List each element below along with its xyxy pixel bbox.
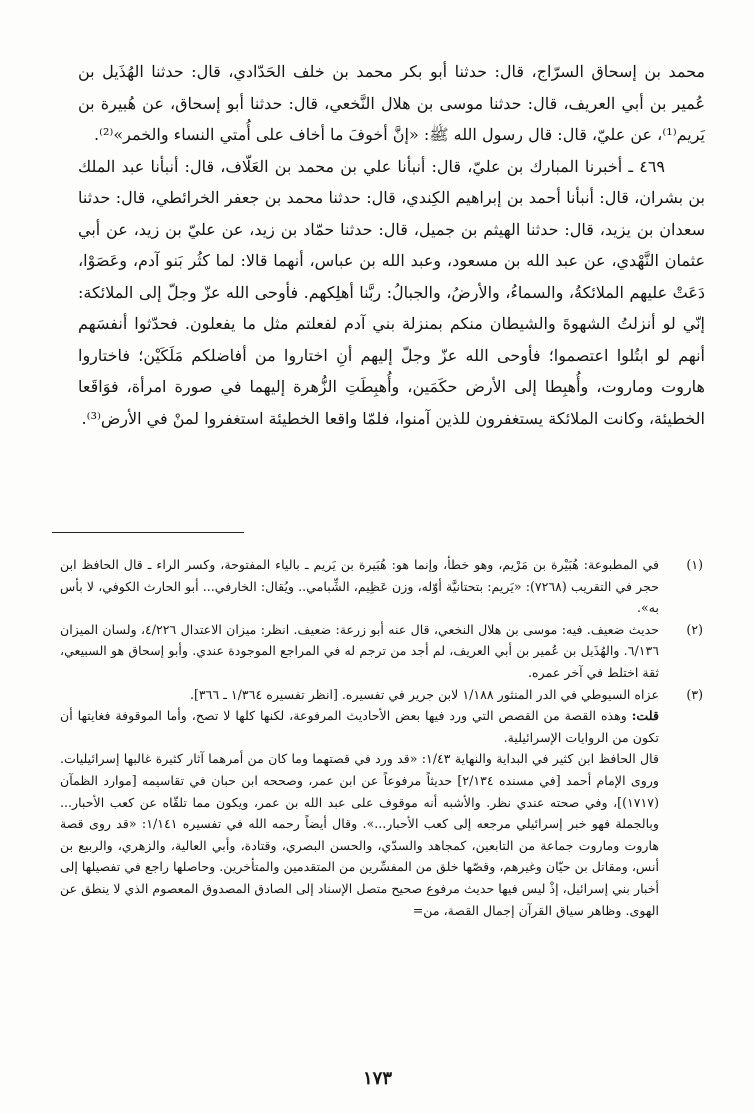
footnote-line: عزاه السيوطي في الدر المنثور ١/١٨٨ لابن جرير في تفسيره. [انظر تفسيره ١/٣٦٤ ـ ٣٦٦]. — [190, 686, 659, 702]
footnote-text — [60, 554, 659, 619]
footnote-lead-word: قلت: — [631, 708, 659, 724]
paragraph-isnad-continuation: محمد بن إسحاق السرّاج، قال: حدثنا أبو بكر محمد بن خلف الحَدّادي، قال: حدثنا الهُذَيل بن عُمير بن أبي العريف، قال: حدثنا موسى بن هلال النَّخعي، قال: حدثنا أبو إسحاق، عن هُبيرة بن يَريم⁽¹⁾، عن عليّ، قال: قال رسول الله ﷺ: «إنَّ أخوفَ ما أخاف على أُمتي النساء والخمر»⁽²⁾. — [78, 62, 705, 144]
footnote-text — [60, 619, 659, 684]
footnote-divider — [52, 532, 244, 533]
footnote-number: (٢) — [686, 621, 703, 637]
main-text — [78, 56, 705, 434]
footnote-line-text: وهذه القصة من القصص التي ورد فيها بعض الأحاديث المرفوعة، لكنها كلها لا تصح، وأما الموقوفة فغايتها أن تكون من الروايات الإسرائيلية. — [60, 708, 659, 745]
page-number: ١٧٣ — [362, 1068, 392, 1089]
footnote-1 — [60, 554, 705, 619]
footnote-line: في المطبوعة: هُبَيْرة بن مَرْيم، وهو خطأ، وإنما هو: هُبَيرة بن يَريم ـ بالياء المفتوحة، وكسر الراء ـ قال الحافظ ابن حجر في التقريب (٧٢٦٨): «يَريم: بتحتانيَّة أوّله، وزن عَظِيم، الشِّبامي.. ويُقال: الخارفي... أبو الحارث الكوفي، لا بأس به». — [60, 557, 659, 616]
footnote-line — [60, 705, 659, 748]
footnote-number: (٣) — [686, 686, 703, 702]
footnotes — [60, 554, 705, 921]
footnote-line: حديث ضعيف. فيه: موسى بن هلال النخعي، قال عنه أبو زرعة: ضعيف. انظر: ميزان الاعتدال ٤/٢٢٦، ولسان الميزان ٦/١٣٦. والهُذَيل بن عُمير بن أبي العريف، لم أجد من ترجم له في المراجع الموجودة عندي. وأبو إسحاق هو السبيعي، ثقة اختلط في آخر عمره. — [60, 621, 659, 680]
footnote-3 — [60, 684, 705, 922]
footnote-text — [60, 684, 659, 922]
footnote-number: (١) — [686, 557, 703, 572]
footnote-line: قال الحافظ ابن كثير في البداية والنهاية ١/٤٣: «قد ورد في قصتهما وما كان من أمرهما آثار كثيرة غالبها إسرائيليات. وروى الإمام أحمد [في مسنده ٢/١٣٤] حديثاً مرفوعاً عن ابن عمر، وصححه ابن حبان في تقاسيمه [موارد الظمآن (١٧١٧)]، وفي صحته عندي نظر. والأشبه أنه موقوف على عبد الله بن عمر، ويكون مما تلقّاه عن كعب الأحبار... وبالجملة فهو خبر إسرائيلي مرجعه إلى كعب الأحبار...». وقال أيضاً رحمه الله في تفسيره ١/١٤١: «قد روى قصة هاروت وماروت جماعة من التابعين، كمجاهد والسدّي، والحسن البصري، وقتادة، وأبي العالية، والزهري، والربيع بن أنس، ومقاتل بن حيّان وغيرهم، وقصّها خلق من المفسِّرين من المتقدمين والمتأخرين. وحاصلها راجع في تفصيلها إلى أخبار بني إسرائيل، إذْ ليس فيها حديث مرفوع صحيح متصل الإسناد إلى الصادق المصدوق المعصوم الذي لا ينطق عن الهوى. وظاهر سياق القرآن إجمال القصة، من= — [60, 751, 660, 918]
footnote-2 — [60, 619, 705, 684]
paragraph-469: ٤٦٩ ـ أخبرنا المبارك بن عليّ، قال: أنبأنا علي بن محمد بن العَلّاف، قال: أنبأنا عبد الملك بن بشران، قال: أنبأنا أحمد بن إبراهيم الكِندي، قال: حدثنا محمد بن جعفر الخرائطي، قال: حدثنا سعدان بن يزيد، قال: حدثنا الهيثم بن جميل، قال: حدثنا حمّاد بن زيد، عن عليّ بن زيد، عن أبي عثمان النَّهْدي، عن عبد الله بن مسعود، وعبد الله بن عباس، أنهما قالا: لما كثُر بَنو آدم، وعَصَوْا، دَعَتْ عليهم الملائكةُ، والسماءُ، والأرضُ، والجبالُ: ربَّنا أهلِكهم. فأوحى الله عزّ وجلّ إلى الملائكة: إنّي لو أنزلتُ الشهوةَ والشيطان منكم بمنزلة بني آدم لفعلتم مثل ما يفعلون. فحدّثوا أنفسَهم أنهم لو ابتُلوا اعتصموا؛ فأوحى الله عزّ وجلّ إليهم أنِ اختاروا من أفاضلكم مَلَكَيْن؛ فاختاروا هاروت وماروت، وأُهبِطا إلى الأرض حكَمَين، وأُهبِطَتِ الزُّهرة إليهما في صورة امرأة، فوَاقَعا الخطيئة، وكانت الملائكة يستغفرون للذين آمنوا، فلمّا واقعا الخطيئة استغفروا لمنْ في الأرض⁽³⁾. — [78, 156, 705, 428]
